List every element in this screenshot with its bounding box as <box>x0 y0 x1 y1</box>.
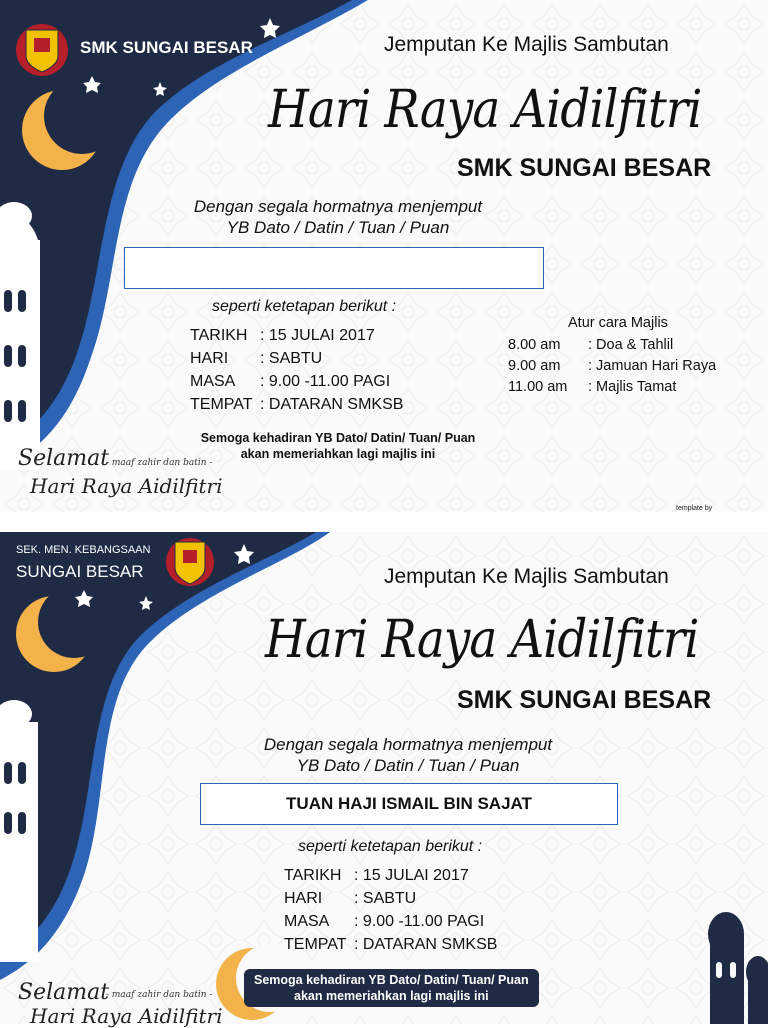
atur-time: 8.00 am <box>508 336 561 353</box>
atur-time: 11.00 am <box>508 378 568 395</box>
closing-line-1: Semoga kehadiran YB Dato/ Datin/ Tuan/ Puan <box>254 973 529 987</box>
brand-school-name: SMK SUNGAI BESAR <box>80 38 253 57</box>
detail-row <box>284 887 497 910</box>
school-crest-icon <box>166 538 214 586</box>
atur-item: : Majlis Tamat <box>588 378 677 395</box>
detail-key: HARI <box>190 349 229 367</box>
hari-raya-script-title: Hari Raya Aidilfitri <box>268 80 702 140</box>
detail-value: : SABTU <box>260 349 323 367</box>
greet-maaf: - maaf zahir dan batin - <box>106 990 213 1000</box>
atur-time: 9.00 am <box>508 357 561 374</box>
school-name: SMK SUNGAI BESAR <box>457 154 712 182</box>
card-separator <box>0 512 768 532</box>
invite-heading: Jemputan Ke Majlis Sambutan <box>384 565 669 588</box>
event-details <box>190 324 403 416</box>
guest-name-box[interactable] <box>124 247 544 289</box>
intro-line-1: Dengan segala hormatnya menjemput <box>193 197 483 216</box>
ketetapan-label: seperti ketetapan berikut : <box>298 838 483 855</box>
detail-key: MASA <box>190 372 236 390</box>
closing-message <box>244 969 539 1007</box>
detail-row <box>284 910 497 933</box>
detail-row <box>190 370 403 393</box>
detail-key: TARIKH <box>284 866 342 884</box>
intro-line-2: YB Dato / Datin / Tuan / Puan <box>296 756 520 775</box>
school-crest-icon <box>16 24 68 76</box>
detail-key: TEMPAT <box>284 935 347 953</box>
ketetapan-label: seperti ketetapan berikut : <box>212 298 397 315</box>
detail-value: : 9.00 -11.00 PAGI <box>354 912 485 930</box>
detail-value: : SABTU <box>354 889 417 907</box>
invite-heading: Jemputan Ke Majlis Sambutan <box>384 33 669 56</box>
greet-maaf: - maaf zahir dan batin - <box>106 458 213 468</box>
detail-key: MASA <box>284 912 330 930</box>
brand-line-2: SUNGAI BESAR <box>16 562 144 581</box>
atur-row <box>508 376 738 397</box>
closing-line-1: Semoga kehadiran YB Dato/ Datin/ Tuan/ Puan <box>200 431 476 445</box>
invitation-card-blank <box>0 0 768 512</box>
atur-item: : Jamuan Hari Raya <box>588 357 717 374</box>
invitation-card-filled <box>0 532 768 1028</box>
intro-line-1: Dengan segala hormatnya menjemput <box>263 735 553 754</box>
closing-message <box>176 430 500 462</box>
guest-name-box[interactable]: TUAN HAJI ISMAIL BIN SAJAT <box>200 783 618 825</box>
detail-value: : 9.00 -11.00 PAGI <box>260 372 391 390</box>
closing-line-2: akan memeriahkan lagi majlis ini <box>294 989 489 1003</box>
school-name: SMK SUNGAI BESAR <box>457 686 712 714</box>
greet-selamat: Selamat <box>18 980 110 1005</box>
brand-line-1: SEK. MEN. KEBANGSAAN <box>16 544 151 556</box>
detail-row <box>190 393 403 416</box>
detail-row <box>284 864 497 887</box>
detail-value: : 15 JULAI 2017 <box>354 866 469 884</box>
intro-line-2: YB Dato / Datin / Tuan / Puan <box>226 218 450 237</box>
atur-item: : Doa & Tahlil <box>588 336 674 353</box>
detail-row <box>284 933 497 956</box>
atur-title: Atur cara Majlis <box>568 315 668 331</box>
atur-row <box>508 355 738 376</box>
detail-key: TEMPAT <box>190 395 253 413</box>
detail-value: : 15 JULAI 2017 <box>260 326 375 344</box>
detail-key: HARI <box>284 889 323 907</box>
detail-row <box>190 324 403 347</box>
atur-cara-majlis <box>508 315 738 397</box>
detail-key: TARIKH <box>190 326 248 344</box>
greet-hari-raya: Hari Raya Aidilfitri <box>30 1004 223 1028</box>
detail-row <box>190 347 403 370</box>
greet-selamat: Selamat <box>18 446 110 471</box>
atur-row <box>508 334 738 355</box>
closing-line-2: akan memeriahkan lagi majlis ini <box>240 447 436 461</box>
detail-value: : DATARAN SMKSB <box>354 935 498 953</box>
hari-raya-script-title: Hari Raya Aidilfitri <box>265 610 699 670</box>
greet-hari-raya: Hari Raya Aidilfitri <box>30 474 223 498</box>
mosque-silhouette-icon <box>0 202 40 470</box>
event-details <box>284 864 497 956</box>
credit-line-1: template by <box>676 505 713 512</box>
detail-value: : DATARAN SMKSB <box>260 395 404 413</box>
